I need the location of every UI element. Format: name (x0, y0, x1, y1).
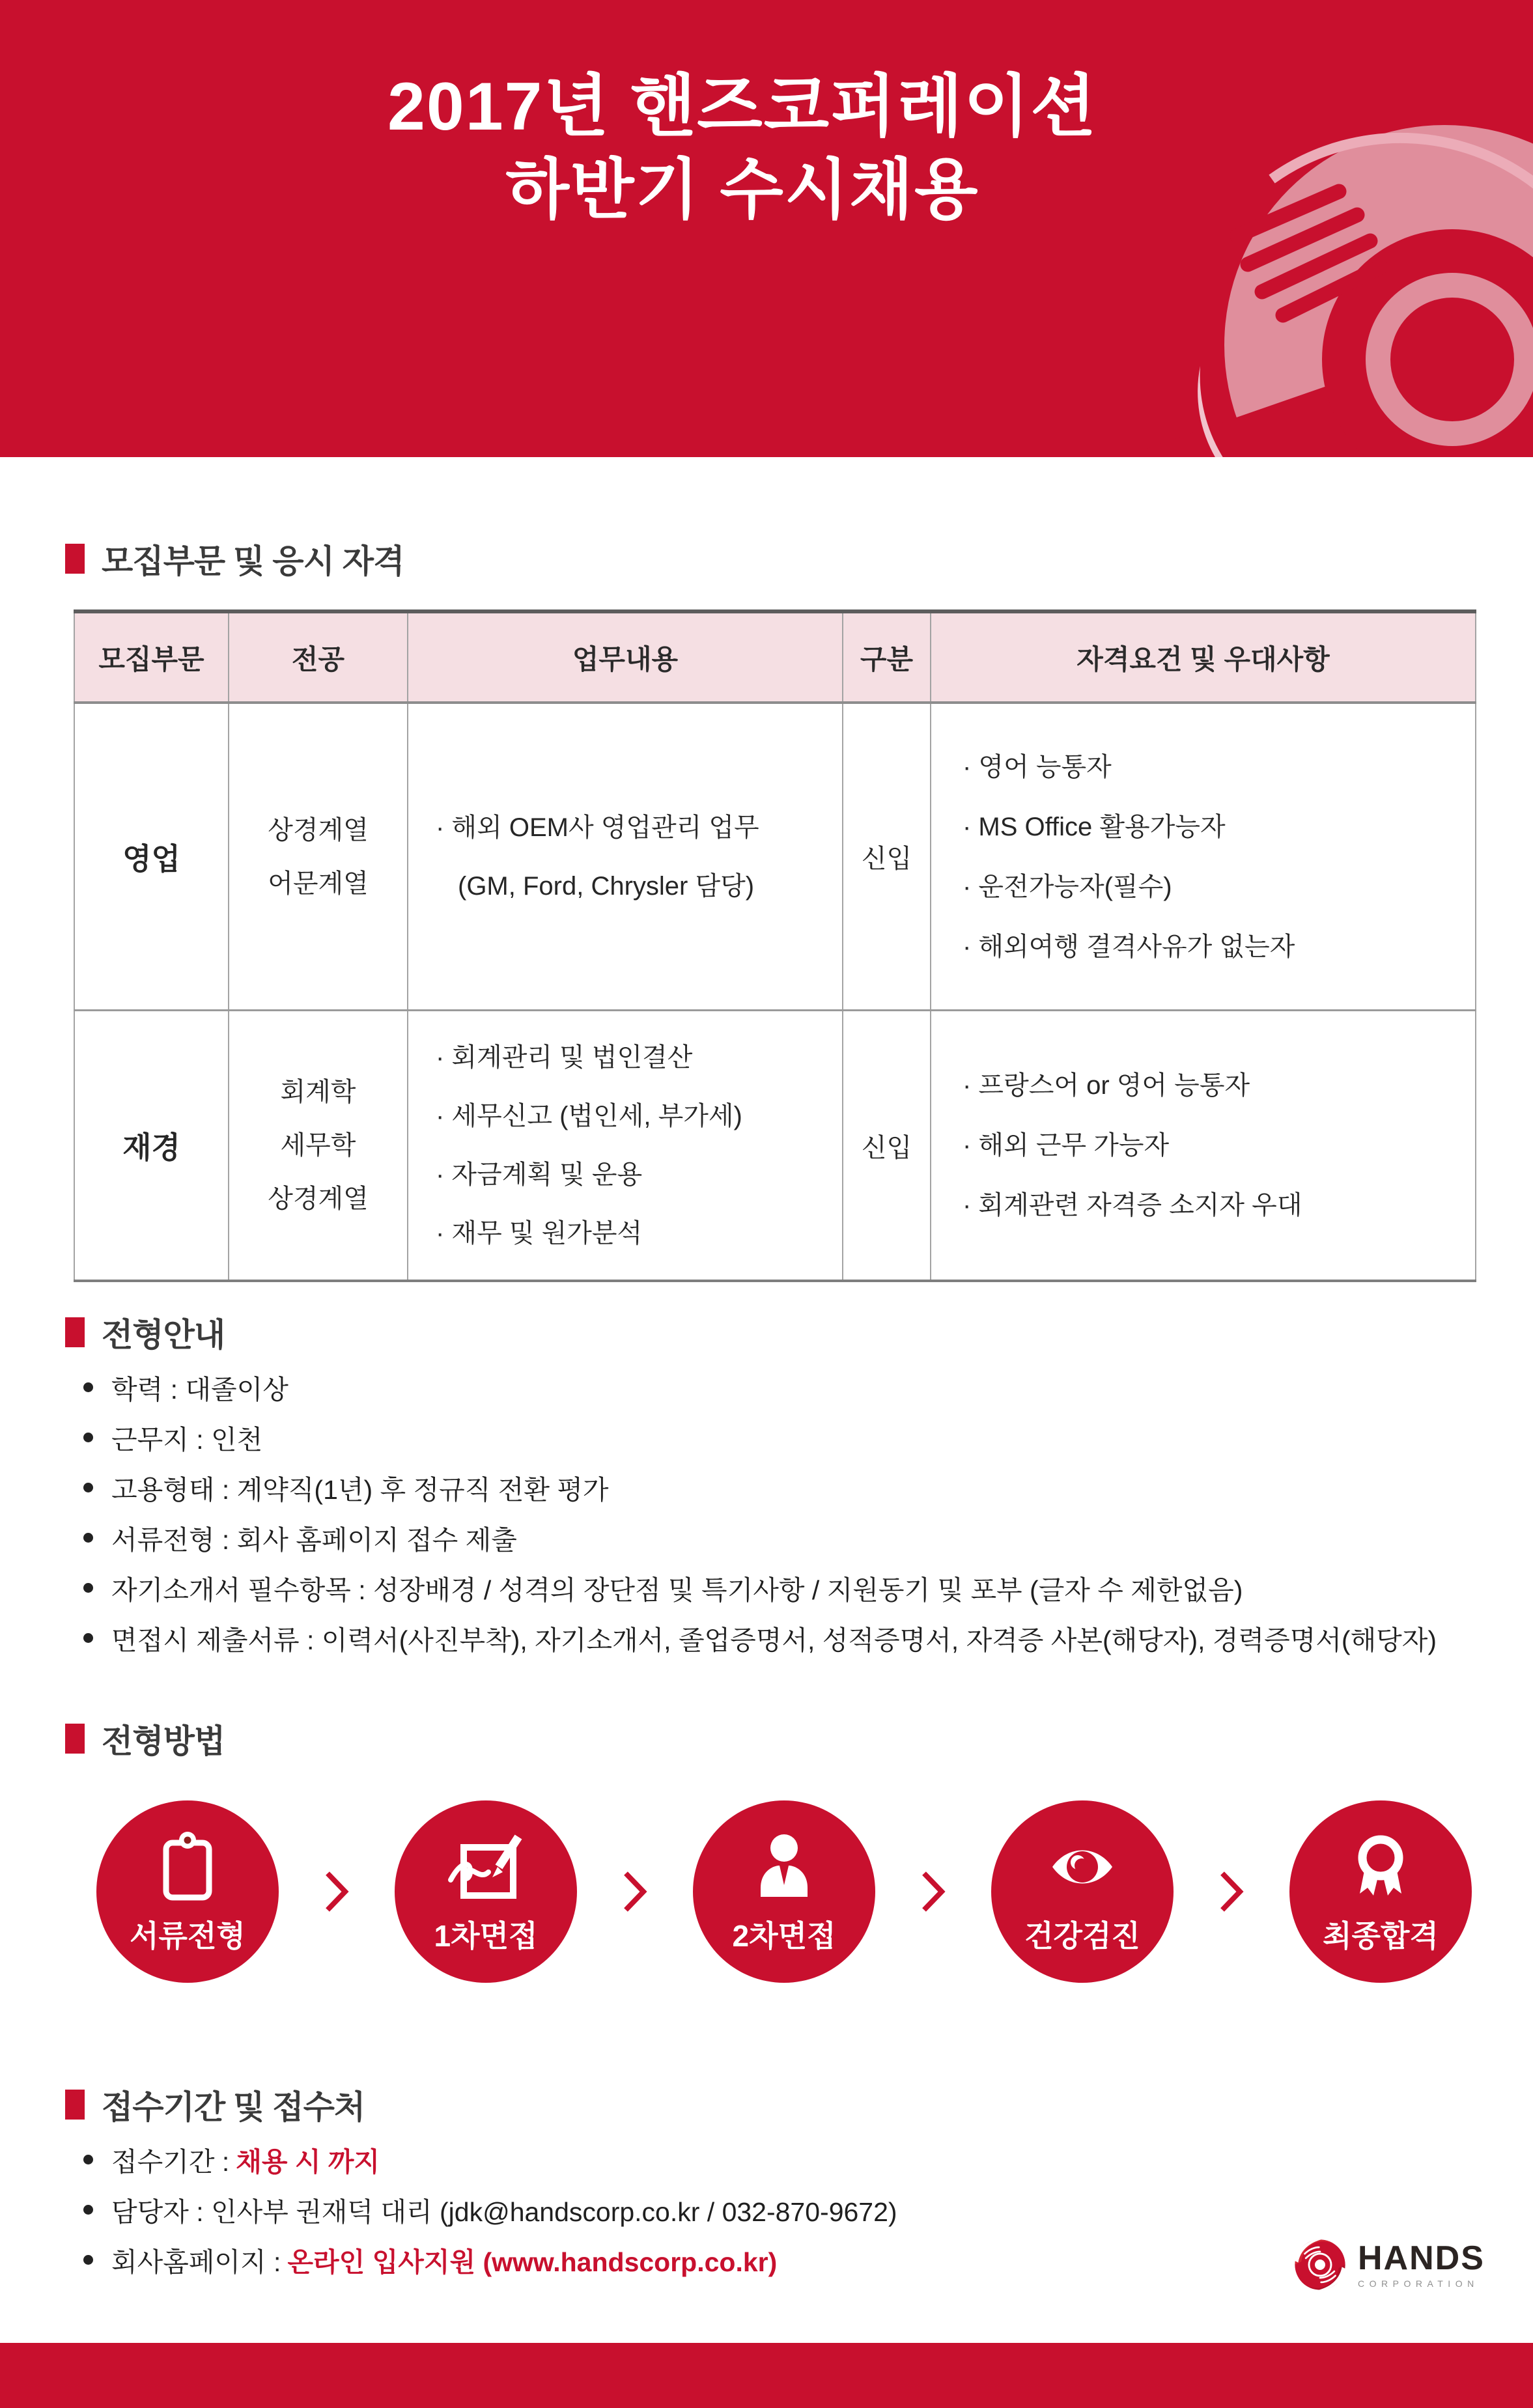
bullet-dot-icon (83, 1483, 93, 1492)
red-square-bullet (65, 1724, 85, 1754)
qual-line: · 운전가능자(필수) (963, 872, 1172, 901)
bullet-dot-icon (83, 1583, 93, 1593)
guide-item-text: 면접시 제출서류 : 이력서(사진부착), 자기소개서, 졸업증명서, 성적증명서, 자격증 사본(해당자), 경력증명서(해당자) (111, 1625, 1437, 1655)
list-item (83, 1412, 1437, 1463)
list-item (83, 1513, 1437, 1563)
step-label: 건강검진 (1024, 1919, 1140, 1953)
table-row-finance (74, 1011, 1476, 1281)
header-banner (0, 0, 1533, 457)
hands-corporation-logo (1293, 2237, 1485, 2292)
apply-item-text: 담당자 : 인사부 권재덕 대리 (jdk@handscorp.co.kr / 032-870-9672) (111, 2197, 897, 2227)
chevron-right-icon (1218, 1870, 1245, 1913)
col-header-major: 전공 (229, 611, 408, 703)
guide-item-text: 학력 : 대졸이상 (111, 1375, 288, 1405)
table-row-sales (74, 703, 1476, 1011)
duty-line: · 자금계획 및 운용 (436, 1160, 643, 1189)
quals-cell (931, 1011, 1476, 1281)
step-final-pass (1289, 1800, 1472, 1983)
major-cell (229, 1011, 408, 1281)
apply-item-highlight: 온라인 입사지원 (www.handscorp.co.kr) (287, 2247, 778, 2277)
major-line: 어문계열 (268, 869, 369, 898)
step-first-interview (395, 1800, 577, 1983)
list-item (83, 1613, 1437, 1663)
guide-item-text: 서류전형 : 회사 홈페이지 접수 제출 (111, 1525, 517, 1555)
list-item (83, 2185, 904, 2235)
section-heading-apply (65, 2081, 365, 2128)
bullet-dot-icon (83, 2255, 93, 2265)
recruit-table (74, 609, 1476, 1282)
col-header-duties: 업무내용 (408, 611, 843, 703)
major-line: 세무학 (280, 1131, 356, 1160)
duty-line: (GM, Ford, Chrysler 담당) (458, 871, 755, 901)
step-label: 2차면접 (732, 1919, 836, 1953)
section-title: 접수기간 및 접수처 (102, 2089, 365, 2125)
list-item (83, 1362, 1437, 1412)
section-heading-guide (65, 1309, 225, 1356)
guide-item-text: 자기소개서 필수항목 : 성장배경 / 성격의 장단점 및 특기사항 / 지원동기 및 포부 (글자 수 제한없음) (111, 1575, 1243, 1605)
list-item (83, 1563, 1437, 1613)
guide-item-text: 고용형태 : 계약직(1년) 후 정규직 전환 평가 (111, 1475, 609, 1505)
section-title: 모집부문 및 응시 자격 (102, 543, 404, 580)
duties-cell (408, 703, 843, 1011)
major-cell (229, 703, 408, 1011)
list-item (83, 2235, 904, 2285)
footer-bar (0, 2343, 1533, 2408)
section-title: 전형안내 (102, 1317, 225, 1353)
qual-line: · 회계관련 자격증 소지자 우대 (963, 1191, 1302, 1220)
apply-item-text: 회사홈페이지 : (111, 2247, 281, 2277)
list-item (83, 2135, 904, 2185)
hands-logo-mark-icon (1293, 2237, 1347, 2292)
quals-cell (931, 703, 1476, 1011)
bullet-dot-icon (83, 2155, 93, 2164)
qual-line: · 영어 능통자 (963, 752, 1112, 781)
step-label: 서류전형 (130, 1919, 246, 1953)
duties-cell (408, 1011, 843, 1281)
col-header-quals: 자격요건 및 우대사항 (931, 611, 1476, 703)
section-heading-process (65, 1715, 225, 1762)
apply-list (83, 2135, 904, 2285)
hands-logo-text (1358, 2241, 1485, 2288)
col-header-dept: 모집부문 (74, 611, 229, 703)
title-line-2: 하반기 수시채용 (505, 154, 979, 227)
red-square-bullet (65, 1317, 85, 1347)
dept-cell: 재경 (74, 1011, 229, 1281)
duty-line: · 해외 OEM사 영업관리 업무 (436, 813, 759, 842)
qual-line: · 해외 근무 가능자 (963, 1131, 1170, 1160)
bullet-dot-icon (83, 1633, 93, 1643)
major-line: 상경계열 (268, 1184, 369, 1213)
step-label: 최종합격 (1323, 1919, 1439, 1953)
logo-subtitle: CORPORATION (1358, 2278, 1479, 2289)
medal-icon (1348, 1829, 1413, 1902)
qual-line: · MS Office 활용가능자 (963, 812, 1226, 841)
duty-line: · 재무 및 원가분석 (436, 1219, 643, 1248)
poster-title (0, 69, 1533, 227)
list-item (83, 1463, 1437, 1513)
chevron-right-icon (622, 1870, 648, 1913)
red-square-bullet (65, 544, 85, 574)
bullet-dot-icon (83, 1433, 93, 1442)
type-cell: 신입 (843, 1011, 931, 1281)
step-label: 1차면접 (434, 1919, 538, 1953)
recruit-table-wrap (74, 609, 1475, 1282)
section-heading-recruit (65, 535, 404, 582)
col-header-type: 구분 (843, 611, 931, 703)
logo-name: HANDS (1358, 2239, 1485, 2277)
bullet-dot-icon (83, 2205, 93, 2215)
clipboard-icon (155, 1829, 220, 1902)
step-second-interview (693, 1800, 875, 1983)
dept-cell: 영업 (74, 703, 229, 1011)
red-square-bullet (65, 2090, 85, 2120)
apply-item-text: 접수기간 : (111, 2147, 230, 2177)
qual-line: · 해외여행 결격사유가 없는자 (963, 932, 1295, 961)
major-line: 상경계열 (268, 815, 369, 845)
bullet-dot-icon (83, 1533, 93, 1543)
type-cell: 신입 (843, 703, 931, 1011)
signature-icon (447, 1829, 525, 1902)
duty-line: · 회계관리 및 법인결산 (436, 1043, 693, 1072)
step-health-check (991, 1800, 1174, 1983)
major-line: 회계학 (280, 1078, 356, 1106)
bullet-dot-icon (83, 1382, 93, 1392)
table-header-row (74, 611, 1476, 703)
section-title: 전형방법 (102, 1723, 225, 1759)
chevron-right-icon (324, 1870, 350, 1913)
guide-list (83, 1362, 1437, 1663)
duty-line: · 세무신고 (법인세, 부가세) (436, 1102, 742, 1130)
person-icon (752, 1829, 817, 1902)
chevron-right-icon (920, 1870, 946, 1913)
qual-line: · 프랑스어 or 영어 능통자 (963, 1071, 1250, 1100)
eye-icon (1046, 1829, 1119, 1902)
guide-item-text: 근무지 : 인천 (111, 1425, 263, 1455)
step-document-screening (96, 1800, 279, 1983)
process-steps (96, 1800, 1472, 1983)
title-line-1: 2017년 핸즈코퍼레이션 (387, 69, 1097, 145)
apply-item-highlight: 채용 시 까지 (236, 2147, 380, 2177)
